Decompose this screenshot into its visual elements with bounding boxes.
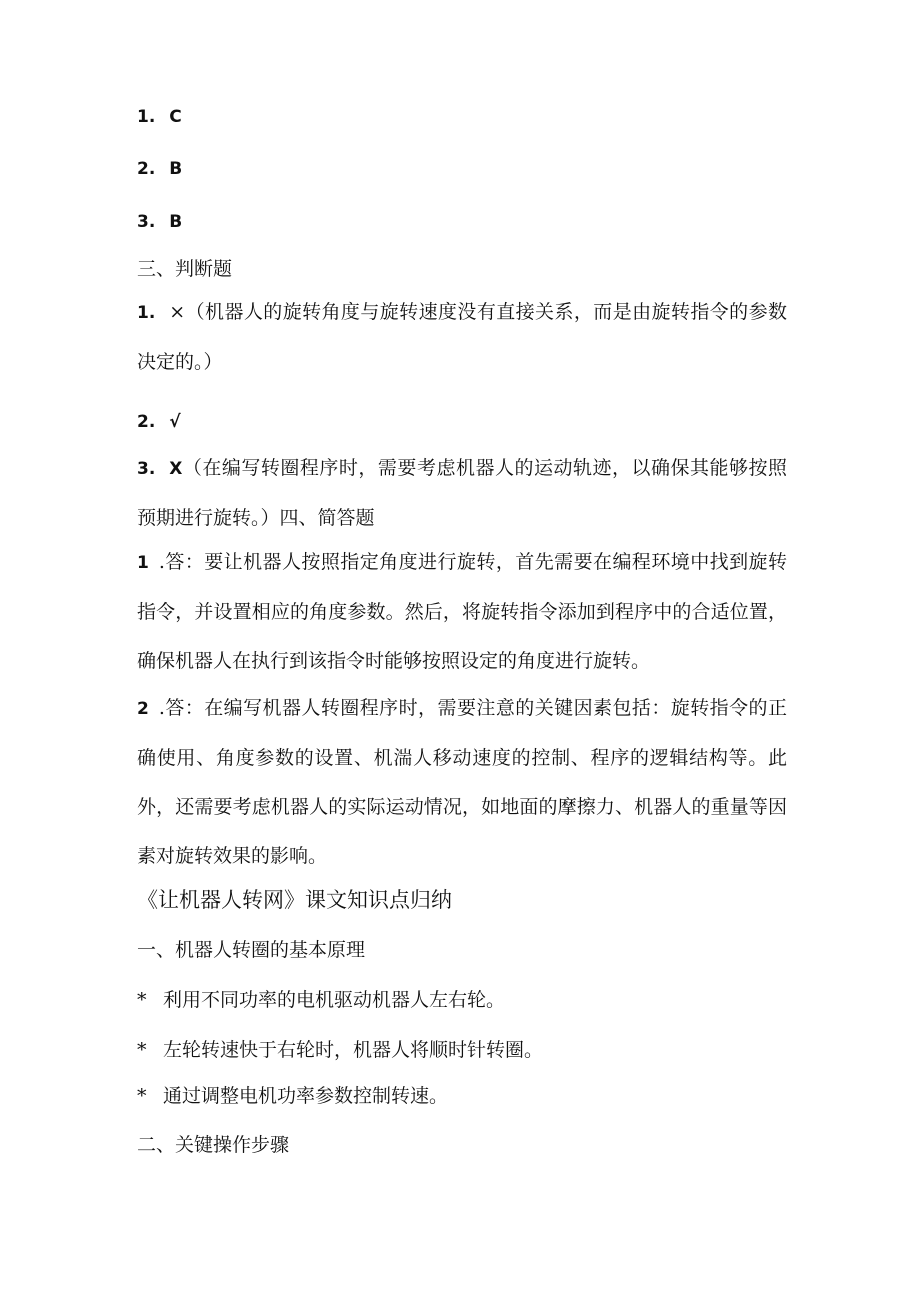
bullet-item-2 — [137, 1037, 543, 1063]
judge-answer-1 — [137, 288, 787, 387]
choice-letter: B — [169, 159, 183, 179]
choice-answer-1 — [137, 103, 182, 130]
bullet-item-1 — [137, 987, 505, 1013]
asterisk-icon: * — [137, 1039, 147, 1061]
bullet-item-3 — [137, 1083, 448, 1109]
bullet-text: 通过调整电机功率参数控制转速。 — [163, 1085, 449, 1107]
part2-title: 二、关键操作步骤 — [137, 1134, 290, 1156]
judge-text: ×（机器人的旋转角度与旋转速度没有直接关系，而是由旋转指令的参数决定的。） — [137, 301, 787, 373]
bullet-text: 左轮转速快于右轮时，机器人将顺时针转圈。 — [163, 1039, 544, 1061]
choice-letter: B — [169, 212, 183, 232]
short-answer-2 — [137, 684, 787, 881]
summary-title: 《让机器人转网》课文知识点归纳 — [137, 888, 452, 912]
part1-title: 一、机器人转圈的基本原理 — [137, 939, 366, 961]
choice-letter: C — [169, 107, 182, 127]
choice-number: 2. — [137, 159, 156, 179]
short-text: .答：在编写机器人转圈程序时，需要注意的关键因素包括：旋转指令的正确使用、角度参数的设置、机湍人移动速度的控制、程序的逻辑结构等。此外，还需要考虑机器人的实际运动情况，如地面的摩擦力、机器人的重量等因素对旋转效果的影响。 — [137, 697, 787, 867]
short-number: 1 — [137, 553, 149, 573]
choice-number: 1. — [137, 107, 156, 127]
asterisk-icon: * — [137, 1085, 147, 1107]
judge-number: 2. — [137, 412, 156, 432]
short-answer-1 — [137, 538, 787, 686]
choice-answer-2 — [137, 155, 182, 182]
judge-text: （在编写转圈程序时，需要考虑机器人的运动轨迹，以确保其能够按照预期进行旋转。）四、简答题 — [137, 457, 787, 529]
short-text: .答：要让机器人按照指定角度进行旋转，首先需要在编程环境中找到旋转指令，并设置相应的角度参数。然后，将旋转指令添加到程序中的合适位置，确保机器人在执行到该指令时能够按照设定的角度进行旋转。 — [137, 551, 787, 672]
choice-number: 3. — [137, 212, 156, 232]
judge-answer-3 — [137, 444, 787, 543]
judge-mark: X — [169, 459, 183, 479]
short-number: 2 — [137, 699, 149, 719]
bullet-text: 利用不同功率的电机驱动机器人左右轮。 — [163, 989, 506, 1011]
judge-answer-2 — [137, 408, 181, 435]
section-title-judge: 三、判断题 — [137, 258, 233, 280]
choice-answer-3 — [137, 208, 182, 235]
asterisk-icon: * — [137, 989, 147, 1011]
judge-number: 1. — [137, 303, 156, 323]
judge-mark: √ — [169, 412, 181, 432]
judge-number: 3. — [137, 459, 156, 479]
